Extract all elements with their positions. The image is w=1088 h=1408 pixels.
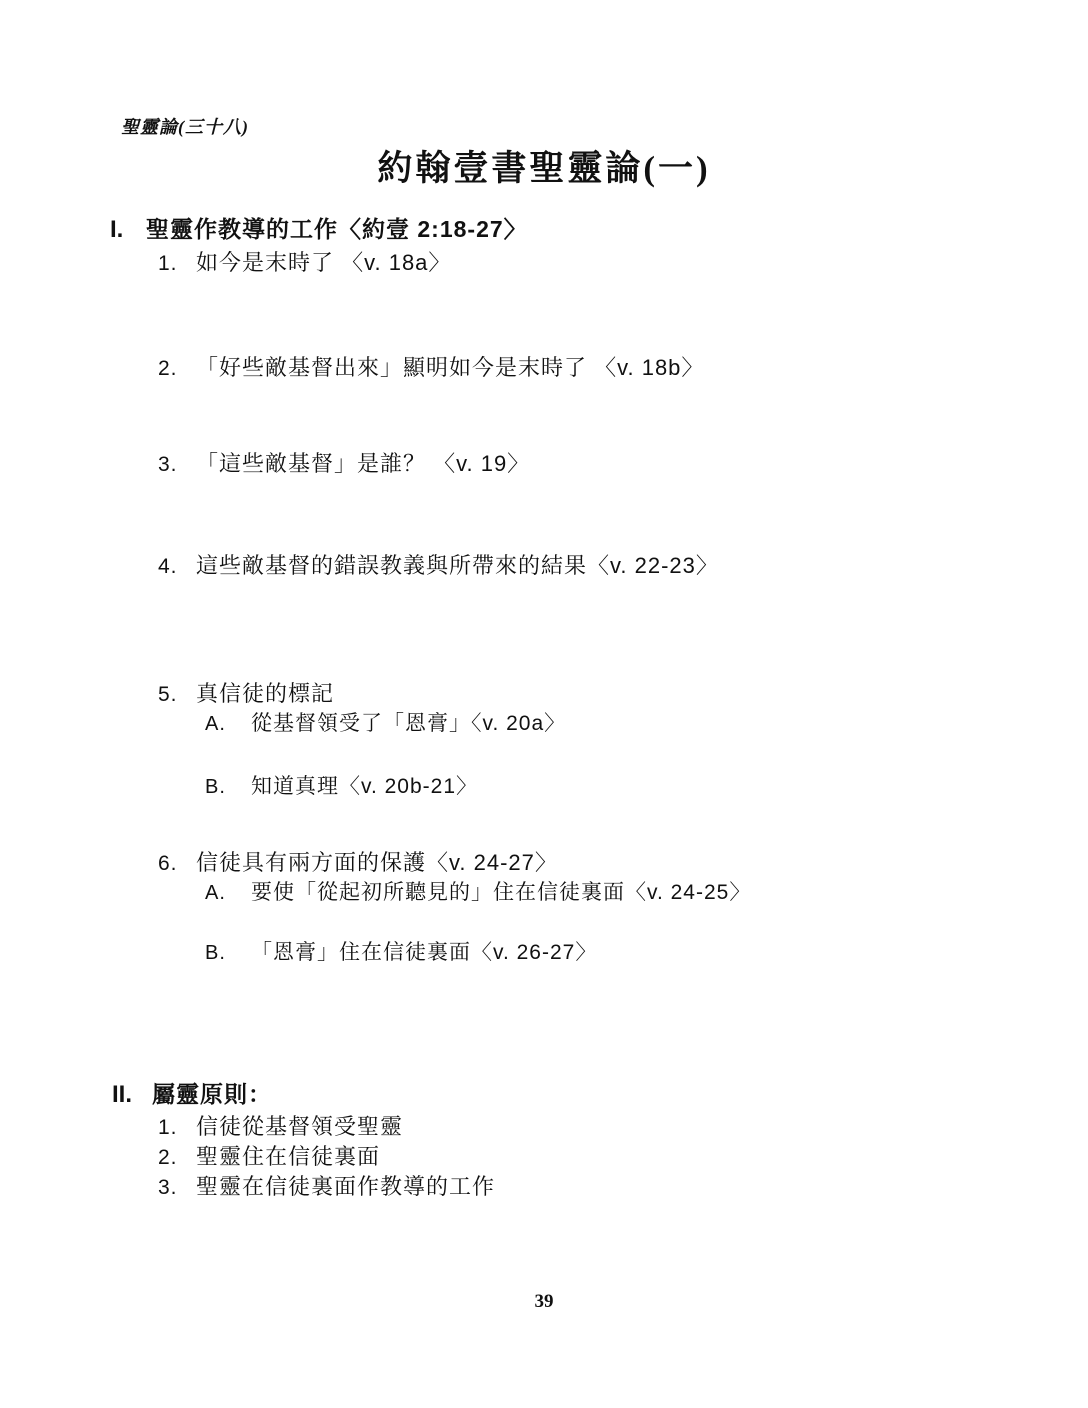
section-1-item-4 bbox=[158, 549, 719, 580]
page-number: 39 bbox=[534, 1291, 554, 1312]
subitem-text: 「恩膏」住在信徒裏面〈v. 26-27〉 bbox=[251, 941, 598, 964]
section-1-heading-text: 聖靈作教導的工作〈約壹 2:18-27〉 bbox=[146, 216, 528, 242]
section-2-heading bbox=[112, 1076, 272, 1109]
item-number: 4. bbox=[158, 555, 178, 578]
item-text: 信徒具有兩方面的保護〈v. 24-27〉 bbox=[196, 850, 558, 875]
section-1-item-6-sub-a bbox=[205, 876, 751, 906]
item-number: 2. bbox=[158, 1146, 178, 1169]
item-text: 「好些敵基督出來」顯明如今是末時了 〈v. 18b〉 bbox=[196, 355, 705, 380]
section-1-item-5 bbox=[158, 677, 334, 708]
subitem-letter: A. bbox=[205, 713, 226, 735]
section-2-item-3 bbox=[158, 1170, 495, 1201]
subitem-text: 從基督領受了「恩膏」〈v. 20a〉 bbox=[251, 712, 567, 735]
section-1-item-6-sub-b bbox=[205, 936, 597, 966]
item-text: 「這些敵基督」是誰？ 〈v. 19〉 bbox=[196, 451, 531, 476]
subitem-text: 知道真理〈v. 20b-21〉 bbox=[251, 775, 478, 798]
section-1-item-5-sub-a bbox=[205, 707, 566, 737]
item-text: 聖靈住在信徒裏面 bbox=[196, 1144, 381, 1169]
section-1-item-5-sub-b bbox=[205, 770, 478, 800]
subitem-letter: B. bbox=[205, 942, 226, 964]
section-1-numeral: I. bbox=[110, 216, 124, 243]
section-1-item-3 bbox=[158, 447, 530, 478]
section-2-numeral: II. bbox=[112, 1081, 133, 1108]
item-number: 3. bbox=[158, 1176, 178, 1199]
section-1-heading bbox=[110, 211, 528, 244]
subitem-text: 要使「從起初所聽見的」住在信徒裏面〈v. 24-25〉 bbox=[251, 881, 752, 904]
section-1-item-2 bbox=[158, 351, 704, 382]
item-number: 5. bbox=[158, 683, 178, 706]
item-number: 2. bbox=[158, 357, 178, 380]
section-1-item-1 bbox=[158, 246, 451, 277]
header-note: 聖靈論(三十八) bbox=[121, 117, 249, 137]
item-number: 3. bbox=[158, 453, 178, 476]
item-text: 真信徒的標記 bbox=[196, 681, 335, 706]
section-2-item-1 bbox=[158, 1110, 403, 1141]
item-number: 1. bbox=[158, 252, 178, 275]
item-number: 1. bbox=[158, 1116, 178, 1139]
section-2-heading-text: 屬靈原則： bbox=[152, 1081, 272, 1107]
page-title: 約翰壹書聖靈論(一) bbox=[377, 149, 711, 188]
item-number: 6. bbox=[158, 852, 178, 875]
subitem-letter: A. bbox=[205, 882, 226, 904]
item-text: 如今是末時了 〈v. 18a〉 bbox=[196, 250, 452, 275]
section-1-item-6 bbox=[158, 846, 558, 877]
item-text: 信徒從基督領受聖靈 bbox=[196, 1114, 404, 1139]
section-2-item-2 bbox=[158, 1140, 380, 1171]
item-text: 聖靈在信徒裏面作教導的工作 bbox=[196, 1174, 496, 1199]
subitem-letter: B. bbox=[205, 776, 226, 798]
item-text: 這些敵基督的錯誤教義與所帶來的結果〈v. 22-23〉 bbox=[196, 553, 719, 578]
